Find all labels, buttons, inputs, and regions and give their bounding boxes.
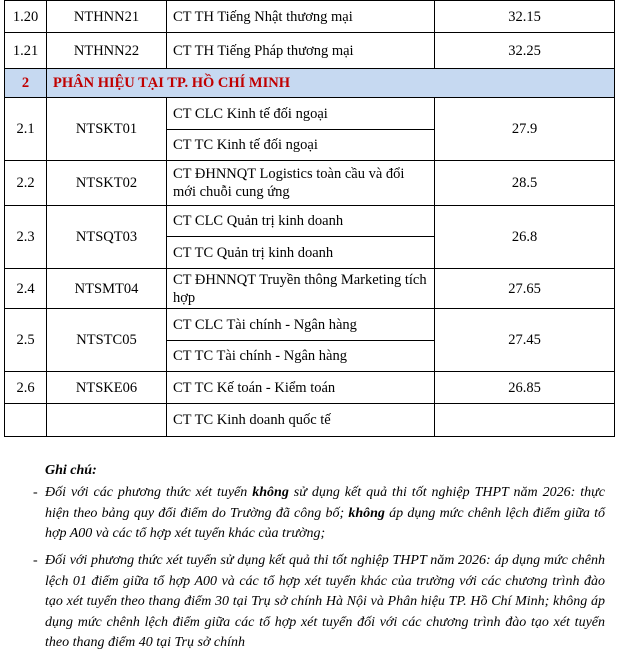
- program-name: CT ĐHNNQT Logistics toàn cầu và đổi mới chuỗi cung ứng: [167, 161, 435, 206]
- table-row: [5, 1, 615, 33]
- program-code: NTSKT01: [47, 98, 167, 161]
- row-number-empty: [5, 404, 47, 437]
- program-code: NTSKE06: [47, 372, 167, 404]
- note-item: [33, 551, 605, 654]
- table-row: [5, 33, 615, 69]
- note-text: Đối với phương thức xét tuyển sử dụng kết quả thi tốt nghiệp THPT năm 2026: áp dụng mức chênh lệch 01 điểm giữa tổ hợp A00 và các tổ hợp xét tuyển khác của trường với các chương trình đào tạo xét tuyển theo thang điểm 30 tại Trụ sở chính Hà Nội và Phân hiệu TP. Hồ Chí Minh; không áp dụng mức chênh lệch điểm giữa các tổ hợp xét tuyển đối với các chương trình đào tạo xét tuyển theo thang điểm 40 tại Trụ sở chính: [45, 553, 605, 650]
- admission-score-table: [4, 0, 615, 437]
- section-number: 2: [5, 69, 47, 98]
- program-name: CT CLC Quản trị kinh doanh: [167, 206, 435, 237]
- note-emphasis: không: [348, 505, 385, 521]
- bullet-dash: -: [33, 485, 38, 500]
- note-emphasis: không: [252, 485, 289, 500]
- row-number: 2.2: [5, 161, 47, 206]
- program-name: CT CLC Kinh tế đối ngoại: [167, 98, 435, 130]
- program-name: CT TC Kinh doanh quốc tế: [167, 404, 435, 437]
- program-name: CT TH Tiếng Nhật thương mại: [167, 1, 435, 33]
- row-number: 2.6: [5, 372, 47, 404]
- cutoff-score-empty: [435, 404, 615, 437]
- program-code: NTSQT03: [47, 206, 167, 269]
- table-row: [5, 309, 615, 341]
- row-number: 1.20: [5, 1, 47, 33]
- program-name: CT TC Kế toán - Kiểm toán: [167, 372, 435, 404]
- note-item: [33, 483, 606, 545]
- table-row: [5, 161, 615, 206]
- program-name: CT TC Kinh tế đối ngoại: [167, 130, 435, 161]
- section-title: PHÂN HIỆU TẠI TP. HỒ CHÍ MINH: [47, 69, 615, 98]
- notes-title: Ghi chú:: [45, 463, 97, 478]
- table-row: [5, 372, 615, 404]
- program-code: NTHNN21: [47, 1, 167, 33]
- row-number: 1.21: [5, 33, 47, 69]
- program-code-empty: [47, 404, 167, 437]
- cutoff-score: 28.5: [435, 161, 615, 206]
- table-row: [5, 404, 615, 437]
- program-name: CT ĐHNNQT Truyền thông Marketing tích hợp: [167, 269, 435, 309]
- program-name: CT TC Tài chính - Ngân hàng: [167, 341, 435, 372]
- cutoff-score: 32.15: [435, 1, 615, 33]
- bullet-dash: -: [33, 553, 38, 568]
- cutoff-score: 27.9: [435, 98, 615, 161]
- row-number: 2.3: [5, 206, 47, 269]
- note-text: Đối với các phương thức xét tuyển: [45, 485, 253, 500]
- note-text: sử dụng kết quả thi tốt nghiệp THPT năm 2026: thực hiện theo bảng quy đổi điểm do Trường đã công bố;: [45, 485, 606, 521]
- program-code: NTSKT02: [47, 161, 167, 206]
- program-code: NTSTC05: [47, 309, 167, 372]
- row-number: 2.4: [5, 269, 47, 309]
- table-row: [5, 98, 615, 130]
- program-name: CT CLC Tài chính - Ngân hàng: [167, 309, 435, 341]
- row-number: 2.5: [5, 309, 47, 372]
- cutoff-score: 26.85: [435, 372, 615, 404]
- cutoff-score: 32.25: [435, 33, 615, 69]
- row-number: 2.1: [5, 98, 47, 161]
- table-row: [5, 269, 615, 309]
- section-row: [5, 69, 615, 98]
- program-name: CT TC Quản trị kinh doanh: [167, 237, 435, 269]
- cutoff-score: 27.45: [435, 309, 615, 372]
- program-name: CT TH Tiếng Pháp thương mại: [167, 33, 435, 69]
- program-code: NTHNN22: [47, 33, 167, 69]
- table-row: [5, 206, 615, 237]
- cutoff-score: 26.8: [435, 206, 615, 269]
- program-code: NTSMT04: [47, 269, 167, 309]
- cutoff-score: 27.65: [435, 269, 615, 309]
- note-text: áp dụng mức chênh lệch điểm giữa tổ hợp A00 và các tổ hợp xét tuyển khác của trường;: [45, 505, 605, 541]
